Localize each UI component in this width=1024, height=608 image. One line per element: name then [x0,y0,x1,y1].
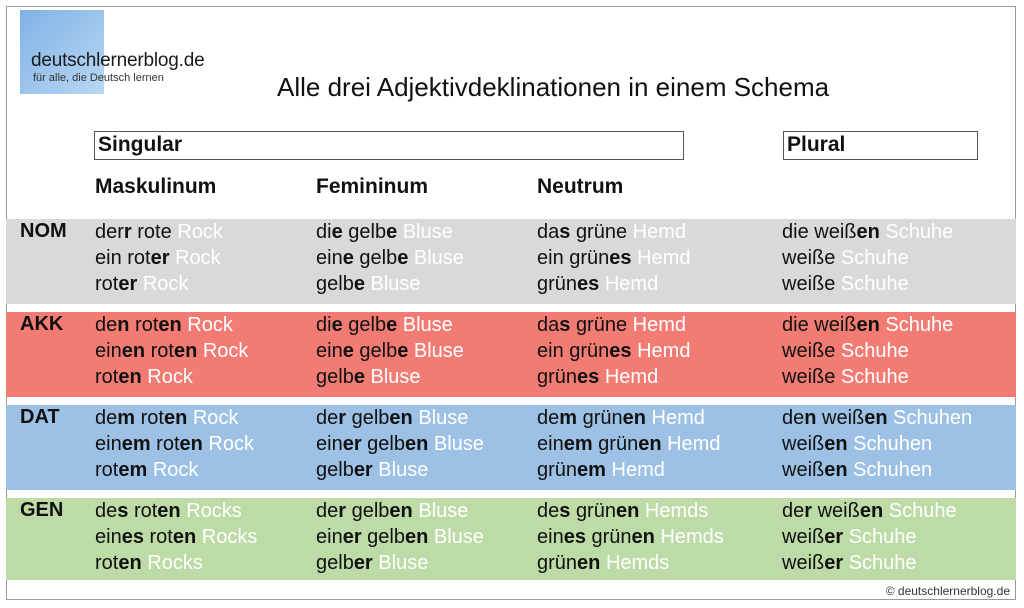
declension-line: einem roten Rock [95,433,254,455]
declension-cell [316,312,464,390]
declension-line: der weißen Schuhe [782,500,957,522]
declension-line: die weißen Schuhe [782,314,954,336]
declension-line: eines grünen Hemds [537,526,724,548]
declension-line: weißer Schuhe [782,526,917,548]
declension-line: die weißen Schuhe [782,221,954,243]
declension-line: derr rote Rock [95,221,223,243]
declension-cell [95,312,248,390]
declension-line: den roten Rock [95,314,233,336]
declension-cell [95,405,254,483]
declension-line: eines roten Rocks [95,526,258,548]
declension-line: dem grünen Hemd [537,407,705,429]
declension-cell [537,312,690,390]
declension-line: gelbe Bluse [316,273,421,295]
declension-line: den weißen Schuhen [782,407,973,429]
declension-line: roter Rock [95,273,189,295]
declension-line: weiße Schuhe [782,366,909,388]
plural-header: Plural [783,131,978,160]
declension-cell [316,498,484,576]
declension-line: rotem Rock [95,459,199,481]
case-label-dat: DAT [20,406,60,428]
singular-header: Singular [94,131,684,160]
case-label-nom: NOM [20,220,67,242]
logo-name: deutschlernerblog.de [31,50,205,71]
declension-line: der gelben Bluse [316,407,469,429]
case-label-akk: AKK [20,313,64,335]
gender-header-maskulinum: Maskulinum [95,175,217,198]
declension-line: der gelben Bluse [316,500,469,522]
declension-line: grünen Hemds [537,552,670,574]
declension-line: die gelbe Bluse [316,314,453,336]
declension-line: roten Rocks [95,552,203,574]
declension-cell [537,405,720,483]
declension-cell [316,219,464,297]
declension-line: weißen Schuhen [782,433,933,455]
declension-line: weißen Schuhen [782,459,933,481]
declension-line: weiße Schuhe [782,247,909,269]
gender-header-neutrum: Neutrum [537,175,624,198]
declension-line: ein roter Rock [95,247,221,269]
declension-line: das grüne Hemd [537,314,687,336]
declension-cell [782,405,972,483]
declension-cell [782,312,953,390]
declension-line: dem roten Rock [95,407,239,429]
declension-line: gelbe Bluse [316,366,421,388]
declension-cell [537,498,724,576]
declension-cell [95,219,223,297]
declension-line: ein grünes Hemd [537,340,691,362]
declension-line: gelber Bluse [316,459,429,481]
declension-line: gelber Bluse [316,552,429,574]
page-title: Alle drei Adjektivdeklinationen in einem Schema [277,72,830,102]
declension-cell [782,498,957,576]
declension-line: roten Rock [95,366,193,388]
declension-line: das grüne Hemd [537,221,687,243]
declension-line: einer gelben Bluse [316,526,484,548]
declension-line: ein grünes Hemd [537,247,691,269]
copyright-notice: © deutschlernerblog.de [885,584,1010,598]
declension-line: einen roten Rock [95,340,249,362]
declension-line: des grünen Hemds [537,500,709,522]
declension-line: weißer Schuhe [782,552,917,574]
case-label-gen: GEN [20,499,64,521]
declension-cell [782,219,953,297]
gender-header-femininum: Femininum [316,175,429,198]
declension-line: grünem Hemd [537,459,665,481]
declension-cell [316,405,484,483]
declension-line: einem grünen Hemd [537,433,721,455]
declension-cell [95,498,257,576]
logo-tagline: für alle, die Deutsch lernen [33,72,164,84]
declension-line: eine gelbe Bluse [316,340,464,362]
declension-line: einer gelben Bluse [316,433,484,455]
declension-line: weiße Schuhe [782,273,909,295]
declension-line: weiße Schuhe [782,340,909,362]
declension-line: eine gelbe Bluse [316,247,464,269]
declension-line: des roten Rocks [95,500,242,522]
declension-cell [537,219,690,297]
declension-line: grünes Hemd [537,273,659,295]
declension-line: die gelbe Bluse [316,221,453,243]
declension-line: grünes Hemd [537,366,659,388]
